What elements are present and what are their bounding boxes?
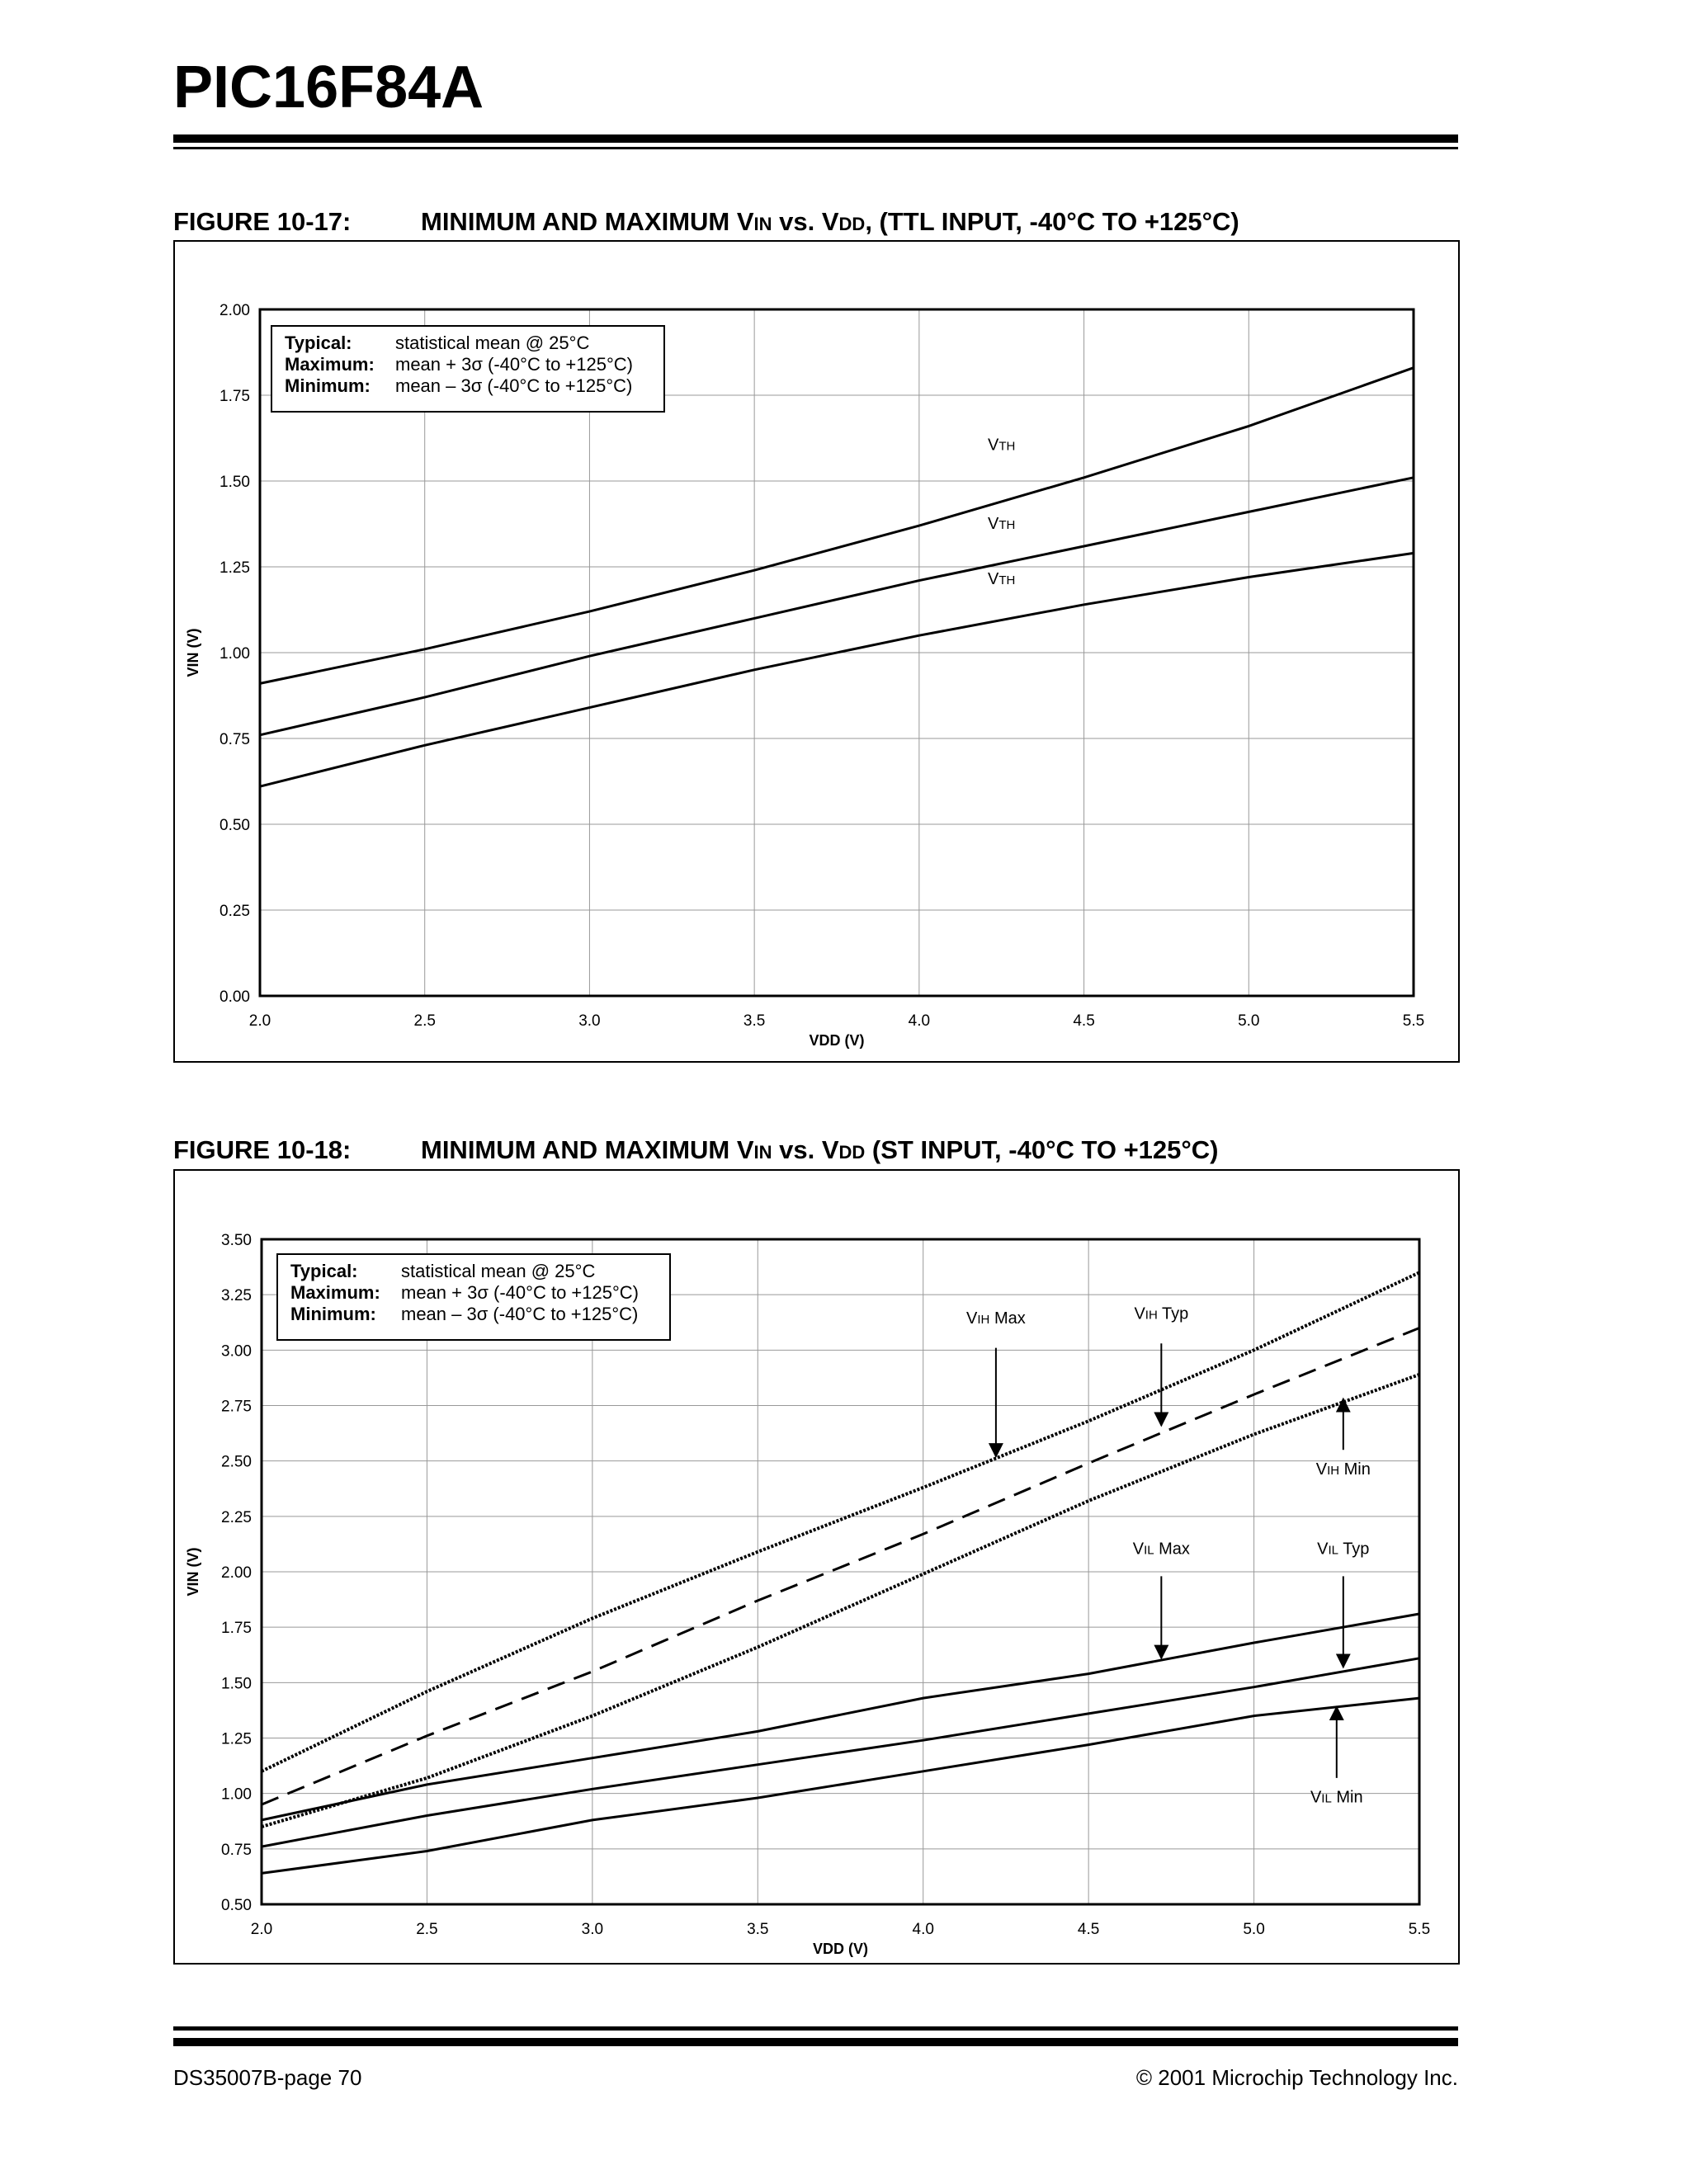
x-tick-label: 2.5 — [413, 1012, 436, 1030]
series-line-1 — [260, 478, 1414, 735]
y-tick-label: 1.00 — [220, 645, 250, 663]
x-tick-label: 4.5 — [1073, 1012, 1095, 1030]
footer-rule-thin — [173, 2038, 1458, 2046]
figure-title — [421, 209, 1239, 234]
x-tick-label: 2.0 — [248, 1012, 271, 1030]
y-tick-label: 2.00 — [220, 302, 250, 319]
x-tick-label: 4.0 — [912, 1921, 934, 1938]
chart-vin-vs-vdd-st — [175, 1171, 1458, 1963]
y-tick-label: 3.00 — [221, 1342, 252, 1361]
figure-title-part: , (TTL INPUT, -40°C TO +125°C) — [865, 207, 1239, 236]
figure-title-part: MINIMUM AND MAXIMUM V — [421, 1135, 754, 1164]
chart-vin-vs-vdd-ttl — [175, 242, 1458, 1061]
y-tick-label: 0.75 — [220, 731, 250, 748]
legend-key: Minimum: — [290, 1304, 376, 1324]
footer-rule-thick — [173, 2026, 1458, 2031]
y-tick-label: 1.75 — [220, 388, 250, 405]
footer-doc-id: DS35007B-page 70 — [173, 2065, 362, 2090]
series-line-vih-max — [262, 1272, 1419, 1771]
x-tick-label: 4.0 — [908, 1012, 931, 1030]
x-axis-label: VDD (V) — [813, 1941, 868, 1957]
y-tick-label: 0.75 — [221, 1841, 252, 1859]
curve-annotation: VIH Min — [1315, 1460, 1371, 1479]
x-tick-label: 4.5 — [1077, 1921, 1100, 1938]
y-tick-label: 2.75 — [221, 1398, 252, 1416]
series-line-vil-min — [262, 1698, 1419, 1873]
y-axis-label: VIN (V) — [185, 1547, 201, 1597]
y-tick-label: 2.00 — [221, 1564, 252, 1582]
figure-number: FIGURE 10-17: — [173, 207, 352, 236]
series-line-2 — [260, 553, 1414, 786]
x-tick-label: 3.0 — [581, 1921, 604, 1938]
figure-title-part: MINIMUM AND MAXIMUM V — [421, 207, 754, 236]
page-title: PIC16F84A — [173, 54, 484, 120]
x-axis-label: VDD (V) — [809, 1032, 865, 1049]
y-axis-label: VIN (V) — [185, 628, 201, 677]
figure-number: FIGURE 10-18: — [173, 1135, 352, 1164]
x-tick-label: 3.5 — [747, 1921, 769, 1938]
figure-caption — [173, 1135, 1219, 1164]
chart-frame-10-18 — [173, 1169, 1460, 1965]
x-tick-label: 3.5 — [743, 1012, 766, 1030]
y-tick-label: 2.25 — [221, 1508, 252, 1526]
x-tick-label: 2.5 — [416, 1921, 438, 1938]
x-tick-label: 5.5 — [1402, 1012, 1425, 1030]
series-line-vih-typ — [262, 1328, 1419, 1805]
legend-key: Maximum: — [290, 1282, 380, 1303]
x-tick-label: 3.0 — [578, 1012, 601, 1030]
curve-annotation: VIH Typ — [1134, 1304, 1189, 1323]
curve-annotation: VIL Typ — [1317, 1540, 1370, 1559]
figure-title-part: IN — [753, 214, 772, 234]
y-tick-label: 0.25 — [220, 903, 250, 920]
header-rule-thin — [173, 147, 1458, 149]
x-tick-label: 5.5 — [1408, 1921, 1431, 1938]
legend-key: Maximum: — [285, 354, 375, 375]
x-tick-label: 5.0 — [1238, 1012, 1260, 1030]
y-tick-label: 2.50 — [221, 1453, 252, 1471]
series-line-vih-min — [262, 1375, 1419, 1827]
series-line-0 — [260, 368, 1414, 684]
figure-title-part: vs. V — [772, 207, 839, 236]
legend-text: mean + 3σ (-40°C to +125°C) — [401, 1282, 639, 1303]
x-tick-label: 5.0 — [1243, 1921, 1265, 1938]
curve-annotation: VTH — [988, 436, 1016, 455]
footer-copyright: © 2001 Microchip Technology Inc. — [1135, 2065, 1458, 2090]
chart-frame-10-17 — [173, 240, 1460, 1063]
legend-text: statistical mean @ 25°C — [395, 333, 590, 353]
figure-title-part: DD — [838, 1142, 866, 1163]
y-tick-label: 0.00 — [220, 988, 250, 1006]
figure-title-part: DD — [838, 214, 866, 234]
figure-title-part: (ST INPUT, -40°C TO +125°C) — [865, 1135, 1219, 1164]
y-tick-label: 1.00 — [221, 1785, 252, 1804]
y-tick-label: 1.75 — [221, 1620, 252, 1638]
legend-key: Typical: — [290, 1261, 358, 1281]
header-rule-thick — [173, 134, 1458, 143]
y-tick-label: 1.25 — [220, 559, 250, 577]
y-tick-label: 3.50 — [221, 1232, 252, 1249]
figure-title — [421, 1137, 1219, 1163]
x-tick-label: 2.0 — [250, 1921, 273, 1938]
y-tick-label: 0.50 — [220, 817, 250, 834]
y-tick-label: 0.50 — [221, 1897, 252, 1914]
figure-title-part: vs. V — [772, 1135, 839, 1164]
legend-text: statistical mean @ 25°C — [401, 1261, 596, 1281]
legend-key: Typical: — [285, 333, 352, 353]
y-tick-label: 3.25 — [221, 1287, 252, 1305]
curve-annotation: VTH — [988, 569, 1016, 588]
figure-caption — [173, 207, 1239, 236]
legend-key: Minimum: — [285, 375, 371, 396]
y-tick-label: 1.25 — [221, 1730, 252, 1748]
legend-text: mean – 3σ (-40°C to +125°C) — [401, 1304, 639, 1324]
y-tick-label: 1.50 — [220, 474, 250, 491]
y-tick-label: 1.50 — [221, 1675, 252, 1693]
figure-title-part: IN — [753, 1142, 772, 1163]
legend-text: mean – 3σ (-40°C to +125°C) — [395, 375, 633, 396]
curve-annotation: VIL Min — [1310, 1788, 1363, 1807]
curve-annotation: VIH Max — [966, 1309, 1026, 1328]
legend-text: mean + 3σ (-40°C to +125°C) — [395, 354, 633, 375]
curve-annotation: VIL Max — [1132, 1540, 1190, 1559]
series-line-vil-typ — [262, 1658, 1419, 1847]
curve-annotation: VTH — [988, 515, 1016, 534]
